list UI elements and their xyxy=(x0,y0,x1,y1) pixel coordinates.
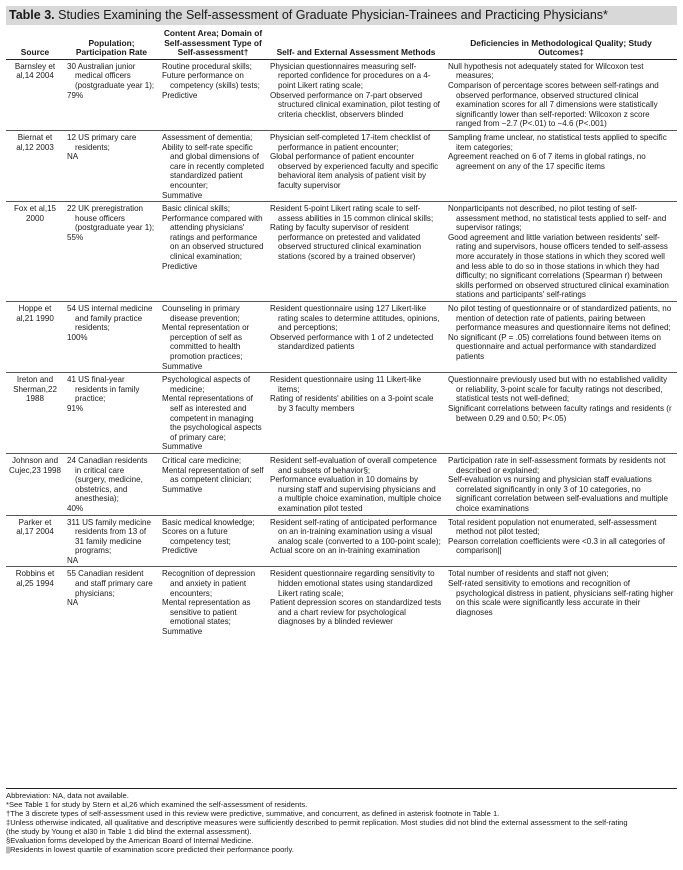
population-line: NA xyxy=(67,555,79,565)
outcomes-line: Good agreement and little variation between residents' self-rating and supervisors, house officers tended to self-assess more accurately in those stations in which they scored well and less able to do so in those stations in which they had difficulty; no significant correlations (Spearman r) between skills performed on observed structured clinical examination stations and participants' self-ratings xyxy=(448,232,669,300)
outcomes-line: Questionnaire previously used but with no established validity or reliability, 3-point scale for faculty ratings not described, statistical tests not well-defined; xyxy=(448,375,668,404)
population-line: 79% xyxy=(67,90,84,100)
cell-source: Ireton and Sherman,22 1988 xyxy=(6,373,64,454)
content-line: Critical care medicine; xyxy=(162,455,242,465)
cell-population xyxy=(64,453,159,515)
content-line: Summative xyxy=(162,361,203,371)
cell-outcomes xyxy=(445,202,677,302)
cell-population xyxy=(64,515,159,567)
methods-line: Resident questionnaire using 11 Likert-like items; xyxy=(270,375,422,394)
content-line: Summative xyxy=(162,627,203,637)
cell-source: Fox et al,15 2000 xyxy=(6,202,64,302)
table-row xyxy=(6,302,677,373)
cell-source: Parker et al,17 2004 xyxy=(6,515,64,567)
table-row xyxy=(6,453,677,515)
population-line: 12 US primary care residents; xyxy=(67,132,137,152)
outcomes-line: Null hypothesis not adequately stated for Wilcoxon test measures; xyxy=(448,61,644,81)
cell-outcomes xyxy=(445,453,677,515)
outcomes-line: Pearson correlation coefficients were <0.3 in all categories of comparison|| xyxy=(448,536,666,556)
outcomes-line: No pilot testing of questionnaire or of standardized patients, no mention of detection rate of patients, pairing between performance measures and questionnaire items not defined; xyxy=(448,304,672,333)
population-line: NA xyxy=(67,152,79,162)
cell-content xyxy=(159,59,267,130)
header-outcomes: Deficiencies in Methodological Quality; Study Outcomes‡ xyxy=(445,28,677,59)
cell-population xyxy=(64,59,159,130)
content-line: Summative xyxy=(162,484,203,494)
methods-line: Physician self-completed 17-item checklist of performance in patient encounter; xyxy=(270,132,431,152)
cell-source: Robbins et al,25 1994 xyxy=(6,567,64,638)
table-row xyxy=(6,202,677,302)
methods-line: Resident self-evaluation of overall competence and subsets of behavior§; xyxy=(270,455,437,475)
methods-line: Performance evaluation in 10 domains by nursing staff and supervising physicians and a multiple choice examination, multiple choice examination pilot tested xyxy=(270,475,442,513)
methods-line: Rating of residents' abilities on a 3-point scale by 3 faculty members xyxy=(270,394,434,413)
methods-line: Observed performance on 7-part observed structured clinical examination, pilot testing of criteria checklist, observers blinded xyxy=(270,90,440,119)
cell-methods xyxy=(267,373,445,454)
outcomes-line: Self-rated sensitivity to emotions and recognition of psychological distress in patient, physicians self-rating higher on this scale were significantly less accurate in their diagnoses xyxy=(448,579,674,617)
cell-methods xyxy=(267,567,445,638)
footnotes xyxy=(6,788,677,854)
cell-methods xyxy=(267,202,445,302)
cell-content xyxy=(159,202,267,302)
table-title-text: Studies Examining the Self-assessment of Graduate Physician-Trainees and Practicing Physicians* xyxy=(58,8,608,22)
table-label: Table 3. xyxy=(9,8,55,22)
content-line: Ability to self-rate specific and global dimensions of care in recently completed standardized patient encounter; xyxy=(162,142,264,190)
cell-outcomes xyxy=(445,59,677,130)
population-line: 41 US final-year residents in family practice; xyxy=(67,375,140,404)
methods-line: Resident 5-point Likert rating scale to self-assess abilities in 15 common clinical skills; xyxy=(270,204,434,223)
cell-outcomes xyxy=(445,302,677,373)
outcomes-line: Sampling frame unclear, no statistical tests applied to specific item categories; xyxy=(448,132,667,152)
outcomes-line: Participation rate in self-assessment formats by residents not described or explained; xyxy=(448,455,666,475)
table-row xyxy=(6,373,677,454)
methods-line: Patient depression scores on standardized tests and a chart review for psychological diagnoses by a blinded reviewer xyxy=(270,598,442,627)
population-line: 40% xyxy=(67,503,84,513)
cell-methods xyxy=(267,302,445,373)
content-line: Mental representation or perception of self as committed to health promotion practices; xyxy=(162,323,250,361)
table-title xyxy=(6,6,677,25)
footnote: Abbreviation: NA, data not available. xyxy=(6,791,129,800)
outcomes-line: Nonparticipants not described, no pilot testing of self-assessment method, no statistical tests applied to self- and supervisor ratings; xyxy=(448,204,667,233)
header-content-area: Content Area; Domain of Self-assessment Type of Self-assessment† xyxy=(159,28,267,59)
cell-methods xyxy=(267,59,445,130)
content-line: Mental representation as sensitive to patient emotional states; xyxy=(162,598,251,627)
population-line: 54 US internal medicine and family practice residents; xyxy=(67,304,153,333)
cell-outcomes xyxy=(445,373,677,454)
population-line: 100% xyxy=(67,332,88,342)
outcomes-line: Total resident population not enumerated, self-assessment method not pilot tested; xyxy=(448,517,657,537)
outcomes-line: Significant correlations between faculty ratings and residents (r between 0.29 and 0.50; P<.05) xyxy=(448,403,672,423)
content-line: Assessment of dementia; xyxy=(162,132,253,142)
cell-methods xyxy=(267,130,445,201)
population-line: 24 Canadian residents in critical care (surgery, medicine, obstetrics, and anesthesia); xyxy=(67,455,148,504)
cell-source: Barnsley et al,14 2004 xyxy=(14,61,56,81)
content-line: Predictive xyxy=(162,90,198,100)
cell-source: Hoppe et al,21 1990 xyxy=(6,302,64,373)
content-line: Future performance on competency (skills) tests; xyxy=(162,71,260,90)
table-row xyxy=(6,59,677,130)
cell-content xyxy=(159,515,267,567)
methods-line: Actual score on an in-training examination xyxy=(270,546,420,556)
header-source: Source xyxy=(6,28,64,59)
outcomes-line: Self-evaluation vs nursing and physician staff evaluations correlated significantly in only 3 of 10 categories, no significant correlation between self-evaluations and multiple choice examinations xyxy=(448,475,669,513)
outcomes-line: No significant (P = .05) correlations found between items on questionnaire and actual performance with standardized patients xyxy=(448,332,661,361)
footnote: §Evaluation forms developed by the American Board of Internal Medicine. xyxy=(6,836,254,845)
population-line: 55% xyxy=(67,232,84,242)
cell-population xyxy=(64,567,159,638)
footnote: *See Table 1 for study by Stern et al,26 which examined the self-assessment of residents. xyxy=(6,800,308,809)
content-line: Basic clinical skills; xyxy=(162,204,230,214)
cell-population xyxy=(64,130,159,201)
cell-content xyxy=(159,302,267,373)
cell-outcomes xyxy=(445,567,677,638)
cell-methods xyxy=(267,515,445,567)
content-line: Psychological aspects of medicine; xyxy=(162,375,251,394)
methods-line: Resident questionnaire using 127 Likert-like rating scales to determine attitudes, opinions, and perceptions; xyxy=(270,304,440,333)
population-line: 55 Canadian resident and staff primary care physicians; xyxy=(67,569,153,598)
methods-line: Resident questionnaire regarding sensitivity to hidden emotional states using standardized Likert rating scale; xyxy=(270,569,435,598)
cell-population xyxy=(64,202,159,302)
header-row xyxy=(6,28,677,59)
content-line: Predictive xyxy=(162,261,198,271)
content-line: Recognition of depression and anxiety in patient encounters; xyxy=(162,569,256,598)
methods-line: Resident self-rating of anticipated performance on an in-training examination using a visual analog scale (converted to a 100-point scale); xyxy=(270,517,441,546)
content-line: Routine procedural skills; xyxy=(162,61,252,71)
table-row xyxy=(6,130,677,201)
table-row xyxy=(6,567,677,638)
content-line: Scores on a future competency test; xyxy=(162,527,231,546)
outcomes-line: Agreement reached on 6 of 7 items in global ratings, no agreement on any of the 17 specific items xyxy=(448,152,646,171)
cell-content xyxy=(159,130,267,201)
content-line: Performance compared with attending physicians' ratings and performance on an observed structured clinical examination; xyxy=(162,213,264,262)
table-row xyxy=(6,515,677,567)
cell-population xyxy=(64,302,159,373)
methods-line: Rating by faculty supervisor of resident performance on pretested and validated observed structured clinical examination stations (scored by a trained observer) xyxy=(270,223,422,262)
footnote: ||Residents in lowest quartile of examination score predicted their performance poorly. xyxy=(6,845,294,854)
cell-content xyxy=(159,373,267,454)
content-line: Summative xyxy=(162,190,203,200)
content-line: Mental representation of self as competent clinician; xyxy=(162,465,264,485)
methods-line: Observed performance with 1 of 2 undetected standardized patients xyxy=(270,332,434,352)
content-line: Summative xyxy=(162,442,203,452)
studies-table xyxy=(6,28,677,638)
population-line: 91% xyxy=(67,403,84,413)
outcomes-line: Total number of residents and staff not given; xyxy=(448,569,609,579)
population-line: 30 Australian junior medical officers (postgraduate year 1); xyxy=(67,61,155,90)
header-population: Population; Participation Rate xyxy=(64,28,159,59)
footnote: (the study by Young et al30 in Table 1 did blind the external assessment). xyxy=(6,827,252,836)
footnote: ‡Unless otherwise indicated, all qualitative and descriptive measures were sufficiently described to permit replication. Most studies did not blind the external assessment to the self-rating xyxy=(6,818,628,827)
header-methods: Self- and External Assessment Methods xyxy=(267,28,445,59)
outcomes-line: Comparison of percentage scores between self-ratings and observed performance, observed structured clinical examination scores for all 7 dimensions were statistically significantly lower than self-reported: Wilcoxon z score ranged from −2.7 (P<.01) to −4.6 (P<.001) xyxy=(448,80,659,129)
content-line: Basic medical knowledge; xyxy=(162,517,255,527)
cell-source: Biernat et al,12 2003 xyxy=(6,130,64,201)
content-line: Counseling in primary disease prevention; xyxy=(162,304,240,323)
footnote: †The 3 discrete types of self-assessment used in this review were predictive, summative, and concurrent, as defined in asterisk footnote in Table 1. xyxy=(6,809,500,818)
content-line: Mental representations of self as interested and competent in managing the psychological aspects of primary care; xyxy=(162,394,262,442)
methods-line: Physician questionnaires measuring self-reported confidence for procedures on a 4-point Likert rating scale; xyxy=(270,61,431,90)
population-line: NA xyxy=(67,598,79,608)
cell-outcomes xyxy=(445,130,677,201)
methods-line: Global performance of patient encounter observed by experienced faculty and specific behavioral item analysis of patient visit by faculty supervisor xyxy=(270,152,439,190)
population-line: 22 UK preregistration house officers (postgraduate year 1); xyxy=(67,204,155,233)
population-line: 311 US family medicine residents from 13 of 31 family medicine programs; xyxy=(67,517,151,556)
cell-content xyxy=(159,453,267,515)
cell-outcomes xyxy=(445,515,677,567)
cell-content xyxy=(159,567,267,638)
cell-methods xyxy=(267,453,445,515)
cell-population xyxy=(64,373,159,454)
content-line: Predictive xyxy=(162,546,198,556)
cell-source: Johnson and Cujec,23 1998 xyxy=(6,453,64,515)
